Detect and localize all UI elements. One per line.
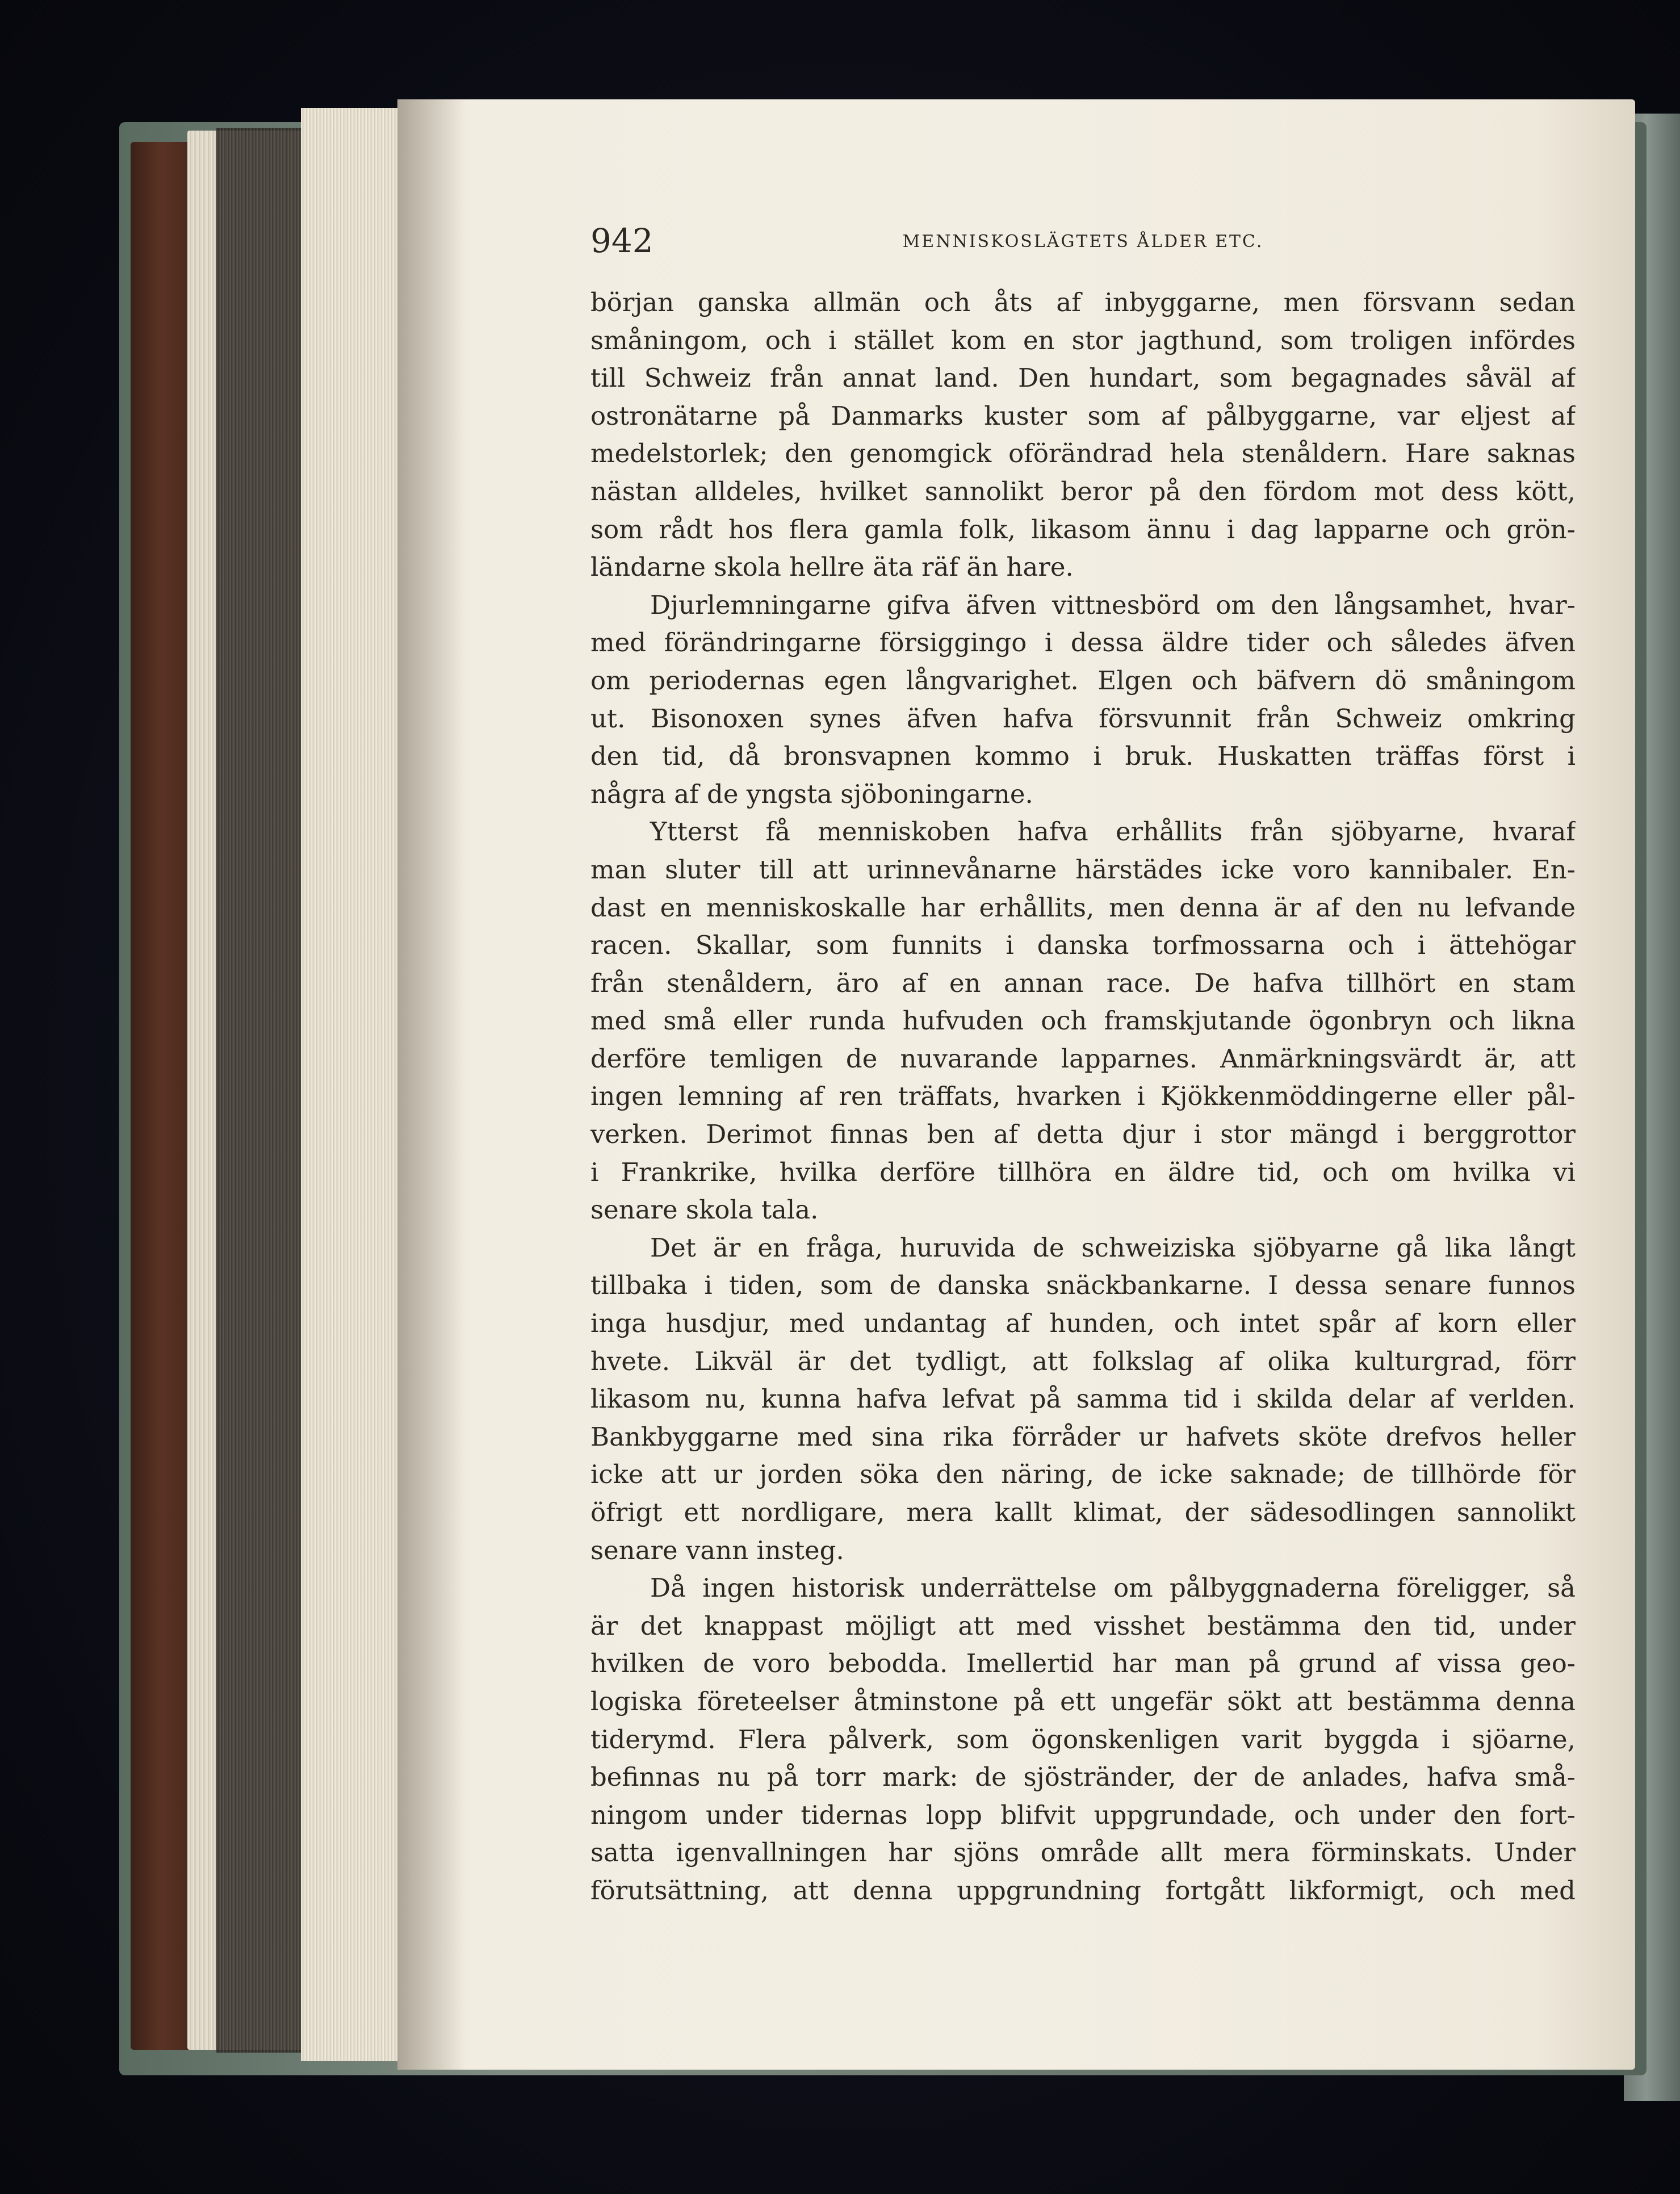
page-text-block — [590, 216, 1576, 1910]
text-line: racen. Skallar, som funnits i danska torfmossarna och i ättehögar — [590, 930, 1576, 961]
text-line: Ytterst få menniskoben hafva erhållits från sjöbyarne, hvaraf — [650, 817, 1576, 847]
text-line: som rådt hos flera gamla folk, likasom ännu i dag lapparne och grön- — [590, 514, 1576, 545]
text-line: derföre temligen de nuvarande lapparnes. Anmärkningsvärdt är, att — [590, 1043, 1576, 1074]
page-number: 942 — [590, 221, 653, 260]
text-line: öfrigt ett nordligare, mera kallt klimat, der sädesodlingen sannolikt — [590, 1497, 1576, 1527]
text-line: från stenåldern, äro af en annan race. De hafva tillhört en stam — [590, 968, 1576, 998]
text-line: satta igenvallningen har sjöns område allt mera förminskats. Under — [590, 1837, 1576, 1868]
text-line: förutsättning, att denna uppgrundning fortgått likformigt, och med — [590, 1875, 1576, 1906]
text-line: tiderymd. Flera pålverk, som ögonskenligen varit byggda i sjöarne, — [590, 1724, 1576, 1755]
text-line: ut. Bisonoxen synes äfven hafva försvunnit från Schweiz omkring — [590, 703, 1576, 734]
text-line: ostronätarne på Danmarks kuster som af pålbyggarne, var eljest af — [590, 400, 1576, 431]
text-line: dast en menniskoskalle har erhållits, men denna är af den nu lefvande — [590, 892, 1576, 923]
text-line: Djurlemningarne gifva äfven vittnesbörd om den långsamhet, hvar- — [650, 589, 1576, 620]
body-text — [590, 284, 1576, 1910]
text-line: Bankbyggarne med sina rika förråder ur hafvets sköte drefvos heller — [590, 1421, 1576, 1452]
text-line: med små eller runda hufvuden och framskjutande ögonbryn och likna — [590, 1006, 1576, 1036]
text-line: Det är en fråga, huruvida de schweiziska sjöbyarne gå lika långt — [650, 1232, 1576, 1263]
text-line: ningom under tidernas lopp blifvit uppgrundade, och under den fort- — [590, 1799, 1576, 1830]
text-line: om periodernas egen långvarighet. Elgen och bäfvern dö småningom — [590, 665, 1576, 696]
text-line: senare skola tala. — [590, 1195, 819, 1225]
text-line: början ganska allmän och åts af inbyggarne, men försvann sedan — [590, 287, 1576, 317]
text-line: småningom, och i stället kom en stor jagthund, som troligen infördes — [590, 325, 1576, 355]
gutter-shadow — [397, 99, 466, 2070]
text-line: den tid, då bronsvapnen kommo i bruk. Huskatten träffas först i — [590, 741, 1576, 772]
text-line: icke att ur jorden söka den näring, de icke saknade; de tillhörde för — [590, 1459, 1576, 1490]
text-line: medelstorlek; den genomgick oförändrad hela stenåldern. Hare saknas — [590, 438, 1576, 469]
text-line: i Frankrike, hvilka derföre tillhöra en äldre tid, och om hvilka vi — [590, 1157, 1576, 1187]
text-line: nästan alldeles, hvilket sannolikt beror på den fördom mot dess kött, — [590, 476, 1576, 506]
text-line: senare vann insteg. — [590, 1535, 844, 1565]
text-line: hvilken de voro bebodda. Imellertid har man på grund af vissa geo- — [590, 1648, 1576, 1679]
text-line: hvete. Likväl är det tydligt, att folkslag af olika kulturgrad, förr — [590, 1346, 1576, 1376]
page-edges-shadow — [216, 128, 301, 2053]
page-header — [590, 216, 1576, 267]
text-line: likasom nu, kunna hafva lefvat på samma tid i skilda delar af verlden. — [590, 1384, 1576, 1414]
text-line: med förändringarne försiggingo i dessa äldre tider och således äfven — [590, 627, 1576, 658]
running-head: MENNISKOSLÄGTETS ÅLDER ETC. — [902, 232, 1264, 252]
text-line: logiska företeelser åtminstone på ett ungefär sökt att bestämma denna — [590, 1686, 1576, 1716]
text-line: några af de yngsta sjöboningarne. — [590, 778, 1033, 809]
text-line: Då ingen historisk underrättelse om pålbyggnaderna föreligger, så — [650, 1573, 1576, 1603]
text-line: till Schweiz från annat land. Den hundart, som begagnades såväl af — [590, 363, 1576, 393]
text-line: inga husdjur, med undantag af hunden, och intet spår af korn eller — [590, 1308, 1576, 1339]
text-line: ländarne skola hellre äta räf än hare. — [590, 552, 1074, 583]
text-line: befinnas nu på torr mark: de sjöstränder, der de anlades, hafva små- — [590, 1762, 1576, 1793]
text-line: verken. Derimot finnas ben af detta djur i stor mängd i berggrottor — [590, 1119, 1576, 1150]
text-line: tillbaka i tiden, som de danska snäckbankarne. I dessa senare funnos — [590, 1270, 1576, 1301]
text-line: man sluter till att urinnevånarne härstädes icke voro kannibaler. En- — [590, 854, 1576, 885]
text-line: är det knappast möjligt att med visshet bestämma den tid, under — [590, 1610, 1576, 1641]
text-line: ingen lemning af ren träffats, hvarken i Kjökkenmöddingerne eller pål- — [590, 1081, 1576, 1112]
